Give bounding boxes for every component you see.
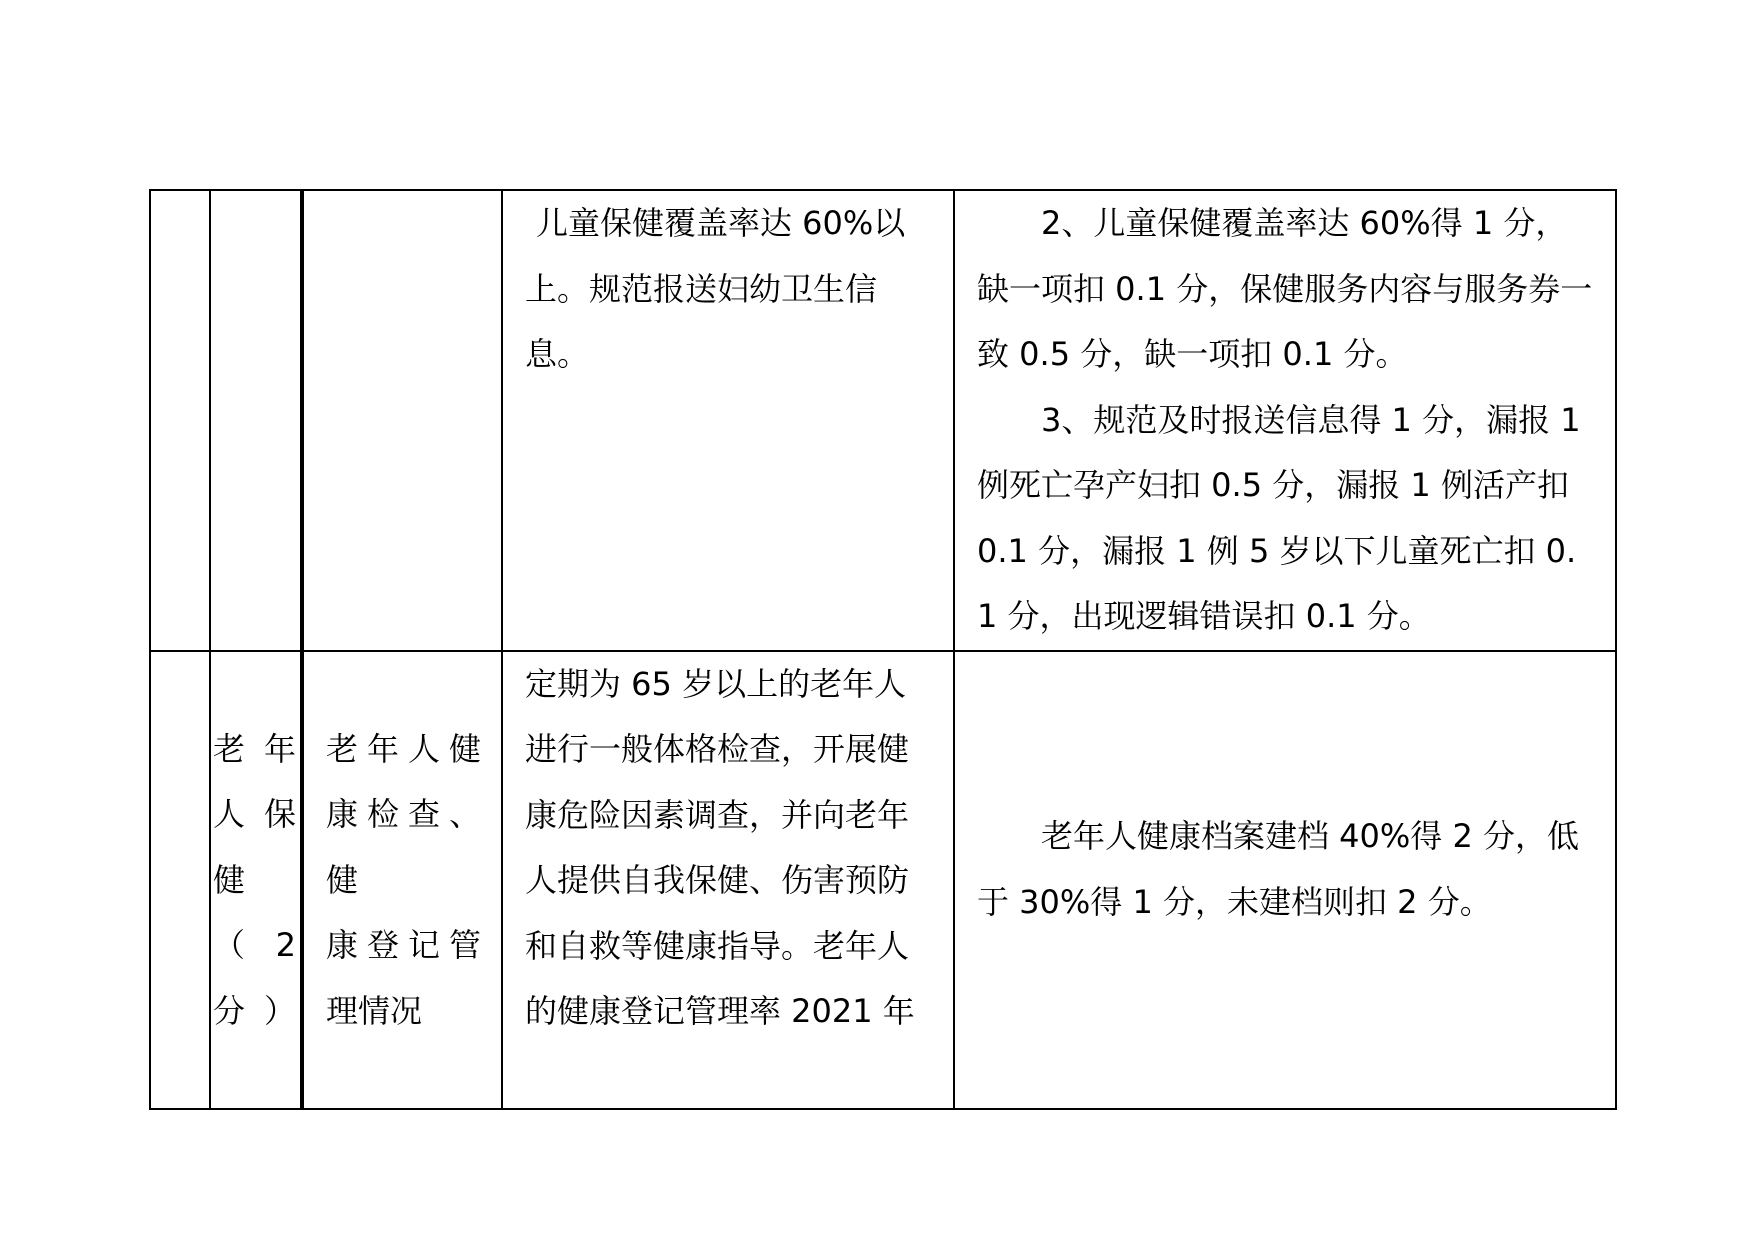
- assessment-table: [149, 189, 1617, 1110]
- table-row: [150, 190, 1616, 651]
- table-row: [150, 651, 1616, 1109]
- category-text: 老 年 人 保 健（2 分）: [213, 729, 296, 1030]
- standard-text: 定期为 65 岁以上的老年人进行一般体格检查，开展健康危险因素调查，并向老年人提供自我保健、伤害预防和自救等健康指导。老年人的健康登记管理率 2021 年: [525, 664, 915, 1030]
- scoring-paragraph: 2、儿童保健覆盖率达 60%得 1 分，缺一项扣 0.1 分，保健服务内容与服务券一致 0.5 分，缺一项扣 0.1 分。: [977, 204, 1593, 373]
- standard-text: 儿童保健覆盖率达 60%以上。规范报送妇幼卫生信息。: [525, 204, 906, 373]
- scoring-paragraph: 3、规范及时报送信息得 1 分，漏报 1 例死亡孕产妇扣 0.5 分，漏报 1 例活产扣 0.1 分，漏报 1 例 5 岁以下儿童死亡扣 0.1 分，出现逻辑错误扣 0.1 分。: [977, 400, 1581, 635]
- scoring-cell: [954, 190, 1616, 651]
- item-cell: [302, 190, 502, 651]
- standard-cell: [502, 651, 954, 1109]
- standard-cell: [502, 190, 954, 651]
- category-cell: [210, 190, 302, 651]
- scoring-paragraph: 老年人健康档案建档 40%得 2 分，低于 30%得 1 分，未建档则扣 2 分。: [977, 817, 1580, 921]
- scoring-cell: [954, 651, 1616, 1109]
- scoring-text: [955, 191, 1615, 650]
- scoring-text: [955, 804, 1615, 955]
- index-cell: [150, 651, 210, 1109]
- category-cell: [210, 651, 302, 1109]
- index-cell: [150, 190, 210, 651]
- item-cell: [302, 651, 502, 1109]
- item-text: 老年人健 康检查、健 康登记管 理情况: [326, 729, 481, 1030]
